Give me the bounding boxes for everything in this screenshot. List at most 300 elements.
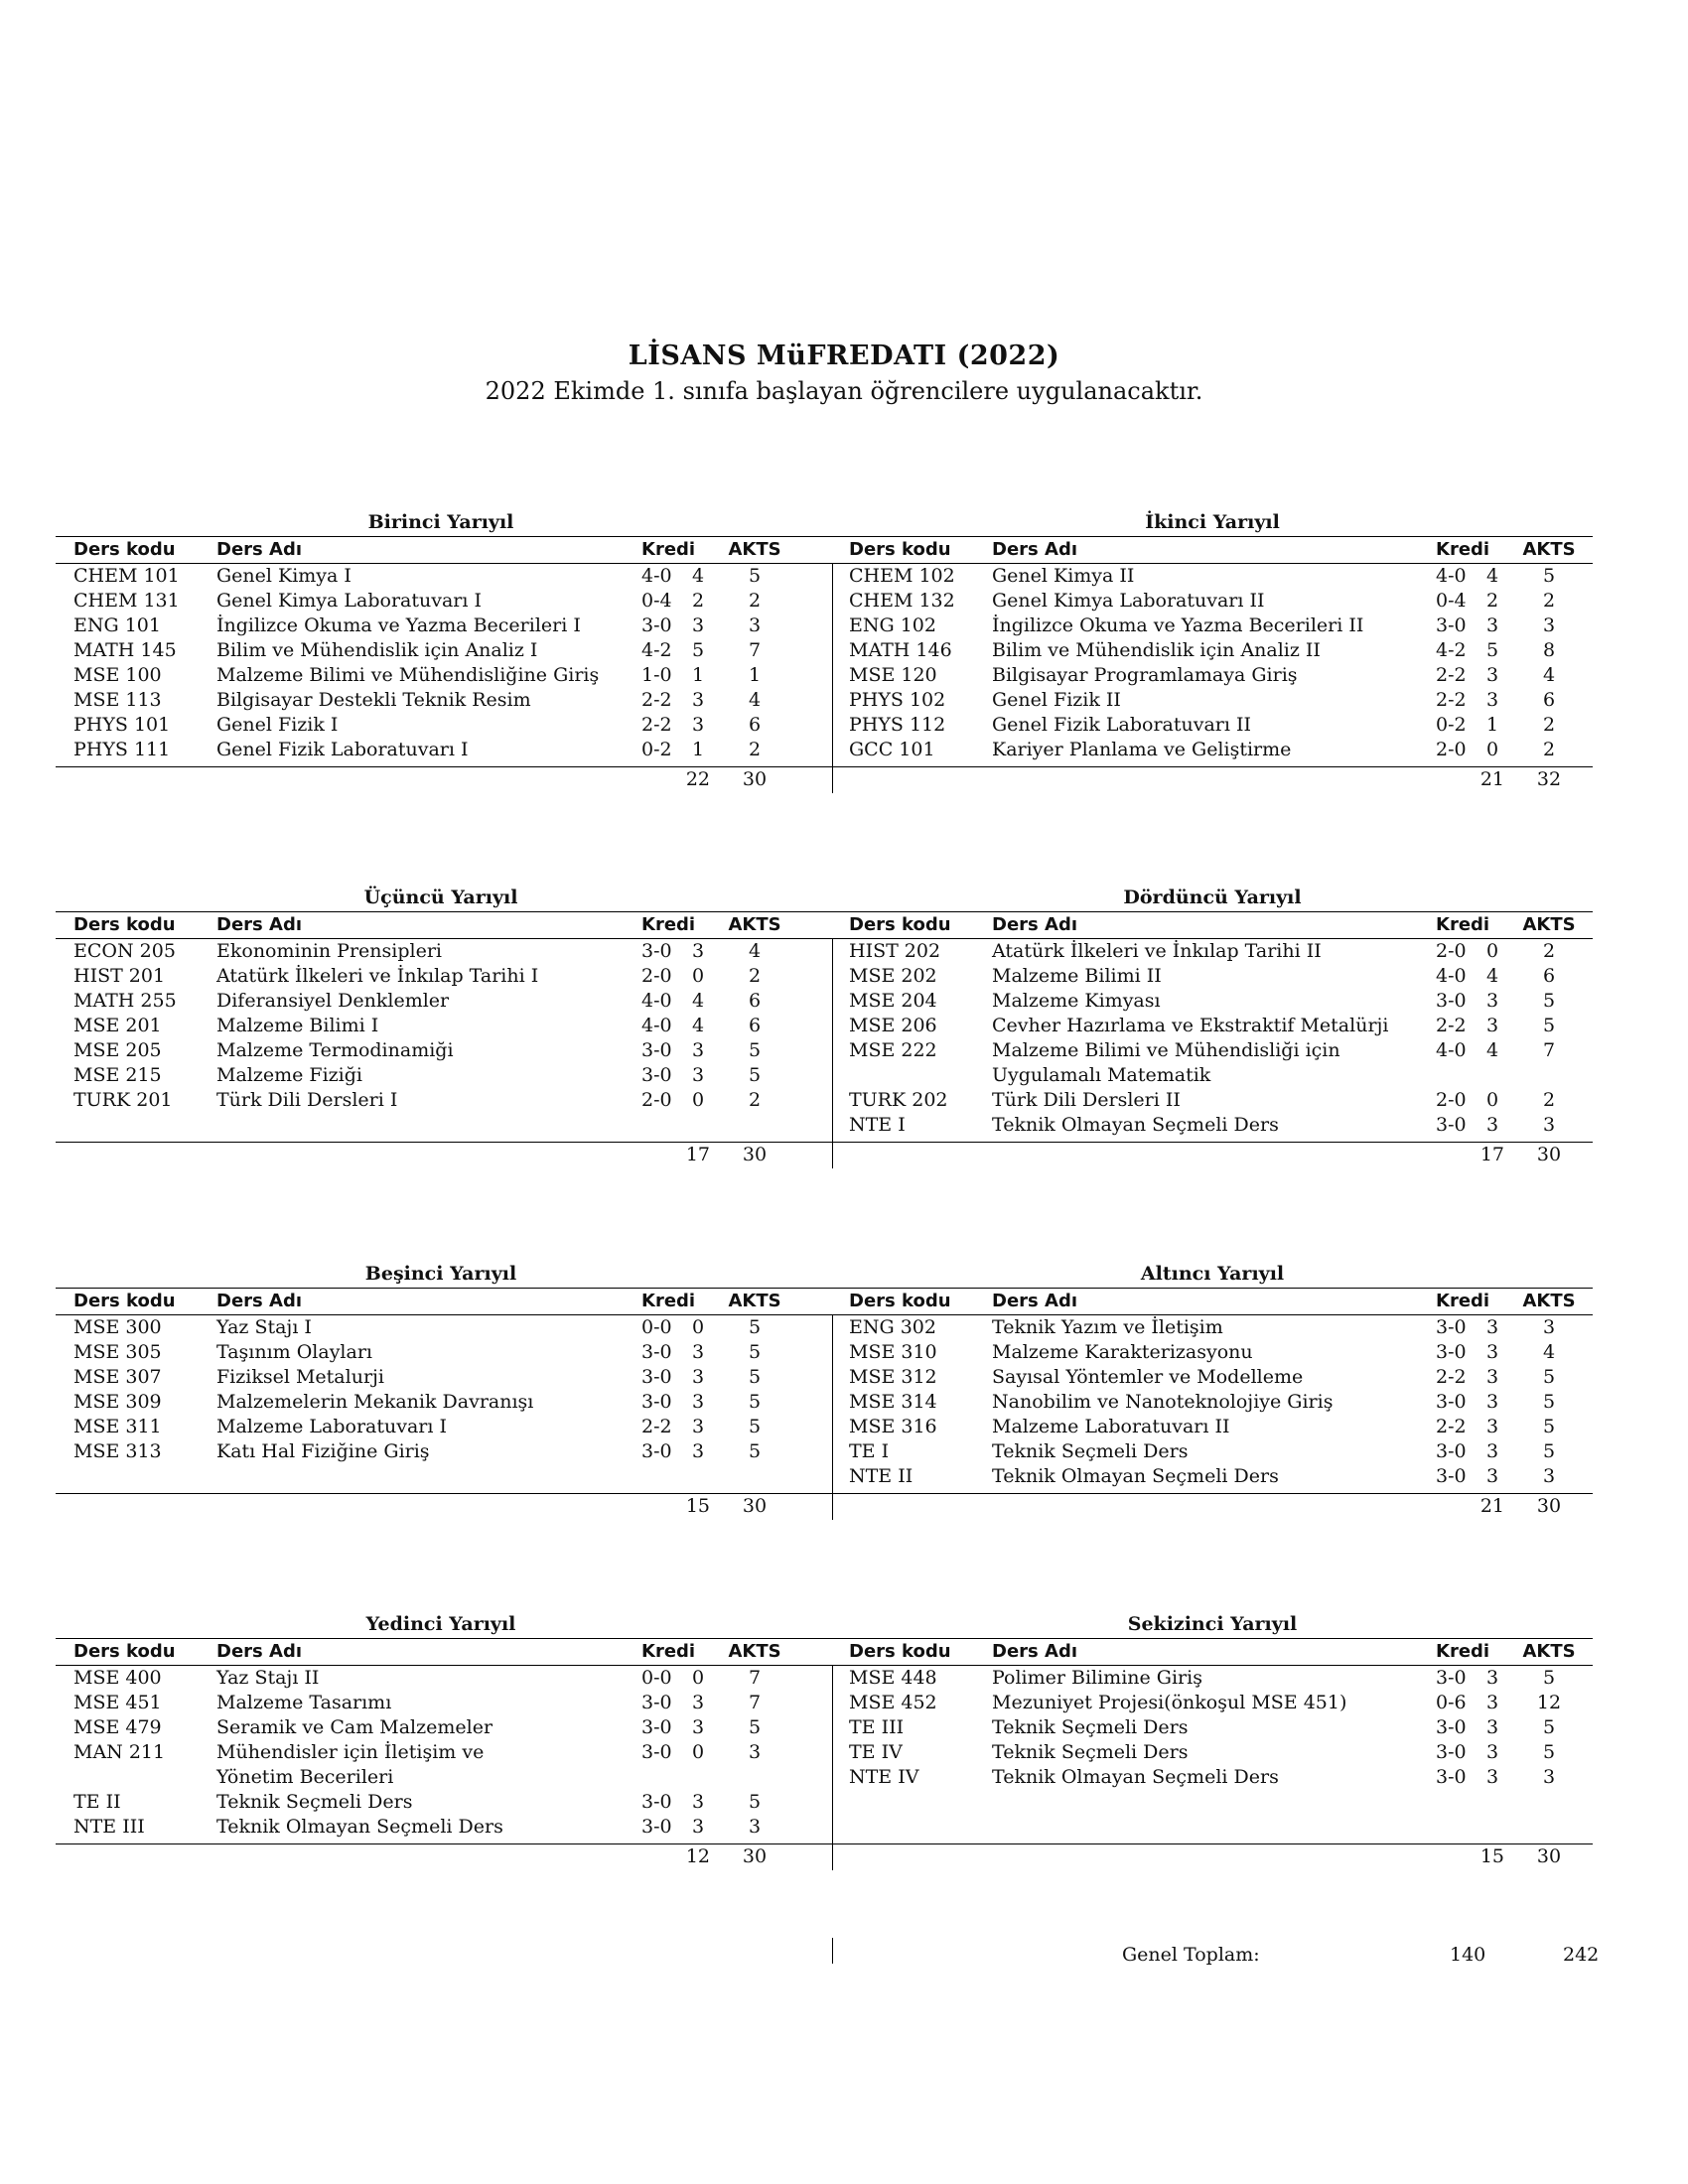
course-hours: 2-2: [1436, 1366, 1467, 1388]
course-ects: 5: [1542, 1416, 1556, 1437]
course-hours: 3-0: [641, 1791, 672, 1813]
course-hours: 2-2: [641, 714, 672, 736]
course-hours: 3-0: [641, 1366, 672, 1388]
course-hours: 2-2: [1436, 689, 1467, 711]
course-ects: 6: [1542, 689, 1556, 711]
semester-title: Beşinci Yarıyıl: [364, 1263, 517, 1285]
course-credit: 3: [1486, 689, 1499, 711]
semester-total-credit: 21: [1479, 1495, 1504, 1517]
course-ects: 5: [1542, 1716, 1556, 1738]
table-bottom-rule: [56, 1843, 1593, 1844]
course-hours: 3-0: [1436, 1766, 1467, 1788]
course-credit: 0: [692, 1741, 705, 1763]
course-credit: 3: [1486, 664, 1499, 686]
course-credit: 3: [692, 1716, 705, 1738]
course-hours: 3-0: [641, 1692, 672, 1713]
course-name: Kariyer Planlama ve Geliştirme: [992, 739, 1292, 760]
course-ects: 8: [1542, 639, 1556, 661]
course-ects: 5: [1542, 1366, 1556, 1388]
course-code: MSE 479: [73, 1716, 162, 1738]
course-name: Genel Kimya II: [992, 565, 1135, 587]
course-credit: 3: [1486, 1015, 1499, 1036]
course-code: MSE 314: [849, 1391, 937, 1413]
course-credit: 3: [692, 1391, 705, 1413]
course-code: MSE 311: [73, 1416, 162, 1437]
semester-total-credit: 12: [685, 1845, 710, 1867]
course-code: MSE 309: [73, 1391, 162, 1413]
course-hours: 0-0: [641, 1316, 672, 1338]
course-credit: 0: [692, 1089, 705, 1111]
semester-total-ects: 30: [1536, 1495, 1562, 1517]
course-code: TE III: [849, 1716, 905, 1738]
course-ects: 3: [1542, 1766, 1556, 1788]
course-credit: 3: [1486, 1667, 1499, 1689]
course-credit: 4: [692, 990, 705, 1012]
course-code: PHYS 112: [849, 714, 946, 736]
course-ects: 3: [1542, 1316, 1556, 1338]
course-code: MSE 305: [73, 1341, 162, 1363]
course-hours: 4-0: [641, 565, 672, 587]
course-name: Teknik Olmayan Seçmeli Ders: [992, 1114, 1279, 1136]
column-header-code: Ders kodu: [73, 914, 176, 935]
course-credit: 3: [692, 1366, 705, 1388]
course-hours: 2-0: [641, 1089, 672, 1111]
course-ects: 5: [1542, 1741, 1556, 1763]
course-ects: 5: [1542, 1440, 1556, 1462]
course-credit: 3: [692, 1341, 705, 1363]
course-code: MATH 145: [73, 639, 177, 661]
course-name: Sayısal Yöntemler ve Modelleme: [992, 1366, 1304, 1388]
column-header-name: Ders Adı: [992, 914, 1077, 935]
course-ects: 2: [748, 1089, 762, 1111]
course-credit: 3: [692, 1440, 705, 1462]
course-credit: 3: [1486, 1692, 1499, 1713]
column-header-name: Ders Adı: [992, 539, 1077, 560]
course-hours: 3-0: [641, 1064, 672, 1086]
course-ects: 1: [748, 664, 762, 686]
course-name: Malzemelerin Mekanik Davranışı: [216, 1391, 534, 1413]
column-header-ects: AKTS: [1522, 914, 1576, 935]
semester-title: İkinci Yarıyıl: [1145, 511, 1280, 533]
grand-total-ects: 242: [1563, 1944, 1600, 1966]
course-name: İngilizce Okuma ve Yazma Becerileri I: [216, 614, 581, 636]
table-bottom-rule: [56, 1493, 1593, 1494]
course-credit: 3: [692, 1692, 705, 1713]
course-ects: 3: [1542, 1465, 1556, 1487]
course-credit: 4: [1486, 565, 1499, 587]
semester-total-ects: 30: [1536, 1144, 1562, 1165]
course-hours: 3-0: [1436, 1391, 1467, 1413]
course-name-continued: Uygulamalı Matematik: [992, 1064, 1211, 1086]
column-header-name: Ders Adı: [216, 1641, 302, 1662]
course-code: MAN 211: [73, 1741, 166, 1763]
column-header-ects: AKTS: [728, 1291, 781, 1311]
course-hours: 3-0: [641, 1440, 672, 1462]
course-code: PHYS 102: [849, 689, 946, 711]
course-name-continued: Yönetim Becerileri: [216, 1766, 394, 1788]
course-name: Genel Kimya Laboratuvarı I: [216, 590, 483, 612]
course-ects: 5: [1542, 1015, 1556, 1036]
course-code: MSE 312: [849, 1366, 937, 1388]
course-code: MATH 255: [73, 990, 177, 1012]
course-ects: 5: [748, 1440, 762, 1462]
semester-row: [56, 1613, 1593, 1901]
course-code: TE I: [849, 1440, 890, 1462]
course-name: Malzeme Tasarımı: [216, 1692, 392, 1713]
column-header-code: Ders kodu: [849, 539, 951, 560]
column-header-name: Ders Adı: [216, 914, 302, 935]
course-code: MSE 100: [73, 664, 162, 686]
course-credit: 3: [1486, 990, 1499, 1012]
course-code: MSE 307: [73, 1366, 162, 1388]
course-code: MSE 222: [849, 1039, 937, 1061]
course-ects: 3: [1542, 1114, 1556, 1136]
semester-title: Üçüncü Yarıyıl: [363, 887, 518, 908]
course-ects: 6: [1542, 965, 1556, 987]
course-credit: 3: [692, 940, 705, 962]
course-ects: 5: [1542, 990, 1556, 1012]
course-name: Atatürk İlkeleri ve İnkılap Tarihi I: [216, 965, 539, 987]
course-ects: 7: [748, 639, 762, 661]
course-ects: 5: [748, 1416, 762, 1437]
semester-title: Sekizinci Yarıyıl: [1127, 1613, 1298, 1635]
course-name: Malzeme Laboratuvarı II: [992, 1416, 1230, 1437]
course-ects: 3: [748, 1741, 762, 1763]
course-credit: 3: [1486, 1465, 1499, 1487]
column-header-ects: AKTS: [1522, 1291, 1576, 1311]
course-ects: 4: [1542, 1341, 1556, 1363]
course-code: ENG 302: [849, 1316, 936, 1338]
course-credit: 3: [1486, 1366, 1499, 1388]
course-name: Genel Kimya I: [216, 565, 352, 587]
course-hours: 3-0: [641, 1039, 672, 1061]
course-credit: 4: [1486, 1039, 1499, 1061]
course-hours: 4-0: [1436, 565, 1467, 587]
semester-total-credit: 17: [685, 1144, 710, 1165]
course-name: Polimer Bilimine Giriş: [992, 1667, 1202, 1689]
semester-title: Yedinci Yarıyıl: [365, 1613, 516, 1635]
course-code: MSE 206: [849, 1015, 937, 1036]
course-credit: 5: [1486, 639, 1499, 661]
column-header-credit: Kredi: [1436, 1291, 1490, 1311]
semester-title: Dördüncü Yarıyıl: [1123, 887, 1302, 908]
column-header-code: Ders kodu: [73, 539, 176, 560]
course-name: Bilgisayar Destekli Teknik Resim: [216, 689, 531, 711]
course-credit: 3: [692, 714, 705, 736]
course-credit: 3: [692, 689, 705, 711]
column-header-credit: Kredi: [641, 1641, 696, 1662]
column-header-credit: Kredi: [1436, 1641, 1490, 1662]
course-code: MSE 310: [849, 1341, 937, 1363]
course-credit: 0: [692, 1316, 705, 1338]
course-hours: 2-0: [1436, 739, 1467, 760]
course-code: TE II: [73, 1791, 121, 1813]
table-divider: [832, 1314, 833, 1520]
course-name: Genel Fizik II: [992, 689, 1121, 711]
course-hours: 0-6: [1436, 1692, 1467, 1713]
course-credit: 5: [692, 639, 705, 661]
course-code: HIST 202: [849, 940, 941, 962]
course-hours: 3-0: [641, 1716, 672, 1738]
course-credit: 3: [1486, 1341, 1499, 1363]
column-header-code: Ders kodu: [73, 1291, 176, 1311]
course-hours: 3-0: [641, 1341, 672, 1363]
course-ects: 2: [748, 739, 762, 760]
course-hours: 2-2: [1436, 664, 1467, 686]
semester-total-credit: 15: [1479, 1845, 1504, 1867]
column-header-ects: AKTS: [1522, 1641, 1576, 1662]
course-ects: 12: [1536, 1692, 1562, 1713]
course-hours: 4-2: [1436, 639, 1467, 661]
course-ects: 4: [1542, 664, 1556, 686]
course-name: Teknik Seçmeli Ders: [992, 1741, 1189, 1763]
course-code: MSE 400: [73, 1667, 162, 1689]
course-credit: 4: [692, 1015, 705, 1036]
course-ects: 7: [748, 1692, 762, 1713]
course-name: Bilgisayar Programlamaya Giriş: [992, 664, 1298, 686]
course-code: CHEM 102: [849, 565, 955, 587]
course-hours: 3-0: [1436, 1741, 1467, 1763]
course-code: MSE 201: [73, 1015, 162, 1036]
course-name: Cevher Hazırlama ve Ekstraktif Metalürji: [992, 1015, 1389, 1036]
course-hours: 4-0: [1436, 1039, 1467, 1061]
course-name: İngilizce Okuma ve Yazma Becerileri II: [992, 614, 1364, 636]
course-hours: 2-2: [1436, 1015, 1467, 1036]
course-ects: 5: [748, 1391, 762, 1413]
document-header: [0, 341, 1688, 405]
course-hours: 3-0: [1436, 1667, 1467, 1689]
course-ects: 2: [1542, 739, 1556, 760]
course-hours: 3-0: [1436, 614, 1467, 636]
course-name: Yaz Stajı I: [216, 1316, 312, 1338]
course-credit: 4: [692, 565, 705, 587]
course-name: Malzeme Bilimi ve Mühendisliği için: [992, 1039, 1340, 1061]
course-code: MSE 205: [73, 1039, 162, 1061]
course-hours: 0-2: [1436, 714, 1467, 736]
column-header-name: Ders Adı: [216, 539, 302, 560]
course-ects: 5: [748, 1341, 762, 1363]
course-credit: 1: [692, 739, 705, 760]
table-bottom-rule: [56, 1142, 1593, 1143]
course-name: Türk Dili Dersleri I: [216, 1089, 398, 1111]
semester-title: Birinci Yarıyıl: [367, 511, 514, 533]
course-code: NTE II: [849, 1465, 914, 1487]
course-code: TURK 202: [849, 1089, 948, 1111]
table-divider: [832, 1665, 833, 1870]
course-ects: 3: [748, 614, 762, 636]
course-name: Seramik ve Cam Malzemeler: [216, 1716, 493, 1738]
course-credit: 3: [692, 1039, 705, 1061]
course-code: MSE 313: [73, 1440, 162, 1462]
course-code: PHYS 111: [73, 739, 171, 760]
column-header-ects: AKTS: [728, 1641, 781, 1662]
semester-total-ects: 30: [742, 1495, 768, 1517]
course-ects: 3: [1542, 614, 1556, 636]
column-header-code: Ders kodu: [849, 1291, 951, 1311]
course-code: MSE 113: [73, 689, 162, 711]
course-credit: 3: [1486, 1716, 1499, 1738]
course-ects: 5: [1542, 565, 1556, 587]
course-name: Malzeme Laboratuvarı I: [216, 1416, 448, 1437]
grand-total-credit: 140: [1450, 1944, 1486, 1966]
course-credit: 3: [1486, 1416, 1499, 1437]
course-ects: 7: [1542, 1039, 1556, 1061]
semester-total-ects: 30: [742, 768, 768, 790]
course-credit: 0: [692, 1667, 705, 1689]
course-name: Genel Fizik Laboratuvarı I: [216, 739, 469, 760]
course-code: ENG 101: [73, 614, 161, 636]
course-name: Genel Kimya Laboratuvarı II: [992, 590, 1265, 612]
course-credit: 3: [1486, 1440, 1499, 1462]
semester-row: [56, 887, 1593, 1174]
course-name: Taşınım Olayları: [216, 1341, 373, 1363]
course-code: MSE 448: [849, 1667, 937, 1689]
course-credit: 0: [692, 965, 705, 987]
course-name: Türk Dili Dersleri II: [992, 1089, 1181, 1111]
course-ects: 5: [748, 1064, 762, 1086]
course-ects: 6: [748, 1015, 762, 1036]
semester-total-ects: 30: [742, 1144, 768, 1165]
course-ects: 5: [1542, 1667, 1556, 1689]
course-name: Teknik Olmayan Seçmeli Ders: [992, 1766, 1279, 1788]
course-ects: 5: [748, 1716, 762, 1738]
course-ects: 5: [748, 565, 762, 587]
column-header-name: Ders Adı: [992, 1291, 1077, 1311]
course-hours: 3-0: [1436, 1465, 1467, 1487]
course-name: Bilim ve Mühendislik için Analiz II: [992, 639, 1321, 661]
course-ects: 6: [748, 990, 762, 1012]
course-code: NTE IV: [849, 1766, 919, 1788]
course-code: ECON 205: [73, 940, 176, 962]
course-name: Mühendisler için İletişim ve: [216, 1741, 485, 1763]
course-ects: 4: [748, 689, 762, 711]
course-ects: 5: [748, 1791, 762, 1813]
course-name: Nanobilim ve Nanoteknolojiye Giriş: [992, 1391, 1334, 1413]
course-name: Teknik Olmayan Seçmeli Ders: [216, 1816, 503, 1838]
course-credit: 3: [1486, 614, 1499, 636]
page-title: LİSANS MüFREDATI (2022): [628, 341, 1060, 371]
course-code: HIST 201: [73, 965, 166, 987]
course-ects: 7: [748, 1667, 762, 1689]
course-code: MSE 300: [73, 1316, 162, 1338]
course-hours: 3-0: [1436, 990, 1467, 1012]
course-hours: 2-0: [641, 965, 672, 987]
column-header-name: Ders Adı: [216, 1291, 302, 1311]
course-hours: 3-0: [641, 940, 672, 962]
semester-row: [56, 1263, 1593, 1551]
course-code: MSE 451: [73, 1692, 162, 1713]
semester-total-credit: 22: [685, 768, 710, 790]
course-code: MSE 316: [849, 1416, 937, 1437]
course-hours: 3-0: [641, 1391, 672, 1413]
column-header-ects: AKTS: [728, 914, 781, 935]
course-hours: 3-0: [1436, 1114, 1467, 1136]
course-name: Malzeme Karakterizasyonu: [992, 1341, 1253, 1363]
course-credit: 3: [692, 614, 705, 636]
course-code: NTE I: [849, 1114, 906, 1136]
course-name: Yaz Stajı II: [216, 1667, 320, 1689]
course-credit: 3: [1486, 1766, 1499, 1788]
course-code: ENG 102: [849, 614, 936, 636]
course-hours: 3-0: [1436, 1316, 1467, 1338]
course-hours: 2-2: [641, 689, 672, 711]
column-header-ects: AKTS: [728, 539, 781, 560]
course-credit: 3: [1486, 1741, 1499, 1763]
course-hours: 3-0: [1436, 1440, 1467, 1462]
course-code: GCC 101: [849, 739, 935, 760]
course-name: Teknik Seçmeli Ders: [216, 1791, 413, 1813]
course-ects: 6: [748, 714, 762, 736]
course-code: MATH 146: [849, 639, 952, 661]
course-code: CHEM 132: [849, 590, 955, 612]
course-hours: 0-2: [641, 739, 672, 760]
course-name: Genel Fizik I: [216, 714, 339, 736]
course-code: CHEM 131: [73, 590, 180, 612]
course-hours: 3-0: [1436, 1716, 1467, 1738]
course-name: Teknik Yazım ve İletişim: [992, 1316, 1223, 1338]
course-credit: 1: [1486, 714, 1499, 736]
course-code: MSE 202: [849, 965, 937, 987]
course-name: Teknik Olmayan Seçmeli Ders: [992, 1465, 1279, 1487]
course-name: Malzeme Kimyası: [992, 990, 1161, 1012]
semester-total-ects: 30: [742, 1845, 768, 1867]
course-credit: 3: [1486, 1316, 1499, 1338]
course-hours: 0-0: [641, 1667, 672, 1689]
course-credit: 3: [692, 1816, 705, 1838]
semester-total-credit: 17: [1479, 1144, 1504, 1165]
course-ects: 2: [748, 965, 762, 987]
course-name: Teknik Seçmeli Ders: [992, 1440, 1189, 1462]
course-credit: 2: [1486, 590, 1499, 612]
semester-total-credit: 15: [685, 1495, 710, 1517]
course-code: NTE III: [73, 1816, 145, 1838]
course-credit: 3: [1486, 1114, 1499, 1136]
course-code: CHEM 101: [73, 565, 180, 587]
course-hours: 3-0: [641, 614, 672, 636]
course-name: Ekonominin Prensipleri: [216, 940, 442, 962]
course-name: Malzeme Bilimi II: [992, 965, 1162, 987]
course-credit: 4: [1486, 965, 1499, 987]
page-subtitle: 2022 Ekimde 1. sınıfa başlayan öğrencilere uygulanacaktır.: [485, 377, 1203, 405]
course-ects: 2: [1542, 714, 1556, 736]
course-name: Bilim ve Mühendislik için Analiz I: [216, 639, 538, 661]
column-header-name: Ders Adı: [992, 1641, 1077, 1662]
grand-total-label: Genel Toplam:: [1122, 1944, 1260, 1966]
course-hours: 4-0: [641, 990, 672, 1012]
course-credit: 2: [692, 590, 705, 612]
table-bottom-rule: [56, 766, 1593, 767]
course-name: Katı Hal Fiziğine Giriş: [216, 1440, 430, 1462]
course-credit: 3: [1486, 1391, 1499, 1413]
course-credit: 0: [1486, 940, 1499, 962]
course-ects: 3: [748, 1816, 762, 1838]
semester-total-ects: 30: [1536, 1845, 1562, 1867]
course-hours: 4-0: [1436, 965, 1467, 987]
course-name: Malzeme Termodinamiği: [216, 1039, 454, 1061]
semester-total-ects: 32: [1536, 768, 1562, 790]
course-hours: 2-0: [1436, 940, 1467, 962]
course-hours: 4-0: [641, 1015, 672, 1036]
course-ects: 2: [748, 590, 762, 612]
course-name: Genel Fizik Laboratuvarı II: [992, 714, 1252, 736]
course-hours: 0-4: [1436, 590, 1467, 612]
course-code: PHYS 101: [73, 714, 171, 736]
course-name: Teknik Seçmeli Ders: [992, 1716, 1189, 1738]
course-hours: 3-0: [1436, 1341, 1467, 1363]
course-hours: 2-0: [1436, 1089, 1467, 1111]
course-hours: 3-0: [641, 1816, 672, 1838]
course-hours: 4-2: [641, 639, 672, 661]
